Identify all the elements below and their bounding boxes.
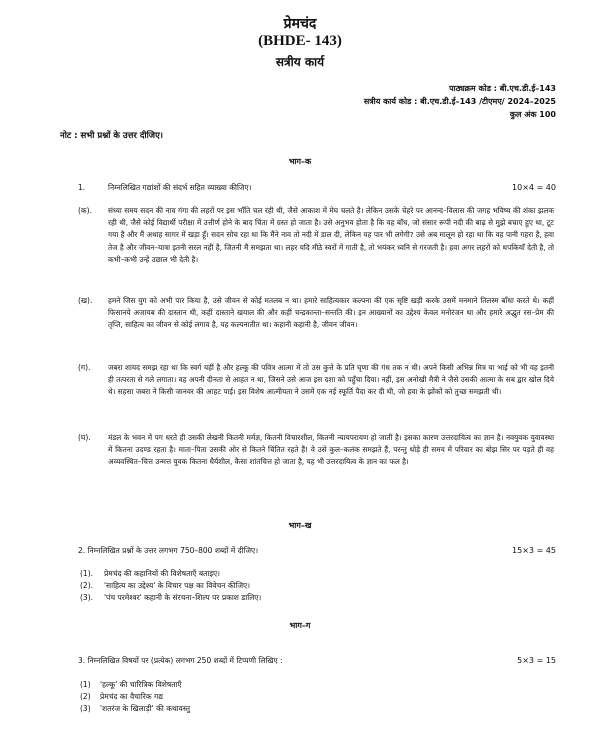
list-item-label: (1). [80, 569, 94, 578]
program-code: पाठ्यक्रम कोड : बी.एच.डी.ई–143 [449, 84, 556, 93]
passage-label: (ख). [78, 296, 93, 305]
list-item-label: (2). [80, 581, 94, 590]
list-item-text: 'शतरंज के खिलाड़ी' की कथावस्तु [100, 704, 191, 713]
passage-text: हमने जिस युग को अभी पार किया है, उसे जीवन से कोई मतलब न था। हमारे साहित्यकार कल्पना की एक सृष्टि खड़ी करके उसमें मनमाने तिलस्म बाँधा करते थे। कहीं फिसानये अजायब की दास्तान थी, कहीं दास्ताने खयाल की और कहीं चन्द्रकान्ता–सन्तति की। इन आख्यानों का उद्देश्य केवल मनोरंजन था और हमारे अद्भुत रस–प्रेम की तृप्ति, साहित्य का जीवन से कोई लगाव है, यह कल्पनातीत था। कहानी कहानी है, जीवन जीवन। [108, 296, 554, 330]
passage-text: संध्या समय सदन की नाव गंगा की लहरों पर इस भाँति चल रही थी, जैसे आकाश में मेघ चलते है। लेकिन उसके चेहरे पर आनन्द–विलास की जगह भविष्य की शंका झलक रही थी, जैसे कोई विद्यार्थी परीक्षा में उत्तीर्ण होने के बाद चिंता में ग्रस्त हो जाता है। उसे अनुभव होता है कि वह बाँध, जो संसार रूपी नदी की बाढ़ से मुझे बचाए हुए था, टूट गया है और मैं अथाह सागर में खड़ा हूँ। सदन सोच रहा था कि मैंने नाव तो नदी में डाल दी, लेकिन यह पार भी लगेगी? उसे अब मालूम हो रहा था कि वह पानी गहरा है, हवा तेज है और जीवन–यात्रा इतनी सरल नहीं है, जितनी मैं समझता था। लहर यदि मीठे स्वरों में गाती है, तो भयंकर ध्वनि से गरजती है। हवा अगर लहरों को थपकियाँ देती है, तो कभी–कभी उन्हें उछाल भी देती है। [108, 206, 554, 264]
passage-label: (क). [78, 206, 92, 215]
question-2-marks: 15×3 = 45 [512, 546, 556, 555]
section-c-heading: भाग–ग [289, 621, 311, 630]
section-a-heading: भाग–क [288, 157, 312, 166]
question-1-marks: 10×4 = 40 [512, 183, 556, 192]
question-2-text: 2. निम्नलिखित प्रश्नों के उत्तर लगभग 750–800 शब्दों में दीजिए। [78, 546, 259, 555]
list-item-text: प्रेमचंद का वैचारिक गद्य [100, 692, 163, 701]
question-1-number: 1. [78, 183, 86, 192]
list-item-text: 'पंच परमेश्वर' कहानी के संरचना–शिल्प पर प्रकाश डालिए। [104, 593, 262, 602]
total-marks: कुल अंक 100 [509, 110, 556, 119]
list-item-text: 'हल्कू' की चारित्रिक विशेषताएँ [100, 680, 182, 689]
passage-text: मंडल के भवन में पग धरते ही उसकी लेखनी कितनी मर्मज्ञ, कितनी विचारशील, कितनी न्यायपरायण हो जाती है। इसका कारण उत्तरदायित्व का ज्ञान है। नवयुवक युवावस्था में कितना उदण्ड रहता है। माता–पिता उसकी ओर से कितने चिंतित रहते हैं! वे उसे कुल–कलंक समझते हैं, परन्तु थोड़े ही समय में परिवार का बोझ सिर पर पड़ते ही वह अव्यवस्थित–चित्त उन्मत्त युवक कितना धैर्यशील, कैसा शांतचित्त हो जाता है, यह भी उत्तरदायित्व के ज्ञान का फल है। [108, 433, 554, 467]
instruction-note: नोट : सभी प्रश्नों के उत्तर दीजिए। [60, 131, 164, 141]
list-item-label: (3). [80, 593, 94, 602]
question-3-text: 3. निम्नलिखित विषयों पर (प्रत्येक) लगभग 250 शब्दों में टिप्पणी लिखिए : [78, 656, 283, 665]
passage-label: (घ). [78, 433, 91, 442]
assignment-subtitle: सत्रीय कार्य [275, 55, 325, 69]
author-title: प्रेमचंद [283, 16, 317, 32]
question-1-text: निम्नलिखित गद्यांशों की संदर्भ सहित व्याख्या कीजिए। [108, 183, 252, 192]
list-item-label: (2) [80, 692, 91, 701]
passage-label: (ग). [78, 363, 91, 372]
list-item-text: 'साहित्य का उद्देश्य' के विचार पक्ष का विवेचन कीजिए। [104, 581, 251, 590]
section-b-heading: भाग–ख [288, 521, 312, 530]
question-3-marks: 5×3 = 15 [517, 656, 556, 665]
list-item-label: (3) [80, 704, 91, 713]
list-item-label: (1) [80, 680, 91, 689]
course-code-title: (BHDE- 143) [258, 33, 342, 49]
assignment-code: सत्रीय कार्य कोड : बी.एच.डी.ई–143 /टीएमए/ 2024–2025 [363, 97, 556, 106]
passage-text: जबरा शायद समझ रहा था कि स्वर्ग यहीं है और हल्कू की पवित्र आत्मा में तो उस कुत्ते के प्रति घृणा की गंध तक न थी। अपने किसी अभिन्न मित्र या भाई को भी वह इतनी ही तत्परता से गले लगाता। वह अपनी दीनता से आहत न था, जिसने उसे आज इस दशा को पहुँचा दिया। नहीं, इस अनोखी मैत्री ने जैसे उसकी आत्मा के सब द्वार खोल दिये थे। सहसा जबरा ने किसी जानवर की आहट पाई। इस विशेष आत्मीयता ने उसमें एक नई स्फूर्ति पैदा कर दी थी, जो हवा के झोंकों को तुच्छ समझती थी। [108, 363, 554, 397]
list-item-text: प्रेमचंद की कहानियों की विशेषताएँ बताइए। [104, 569, 220, 578]
